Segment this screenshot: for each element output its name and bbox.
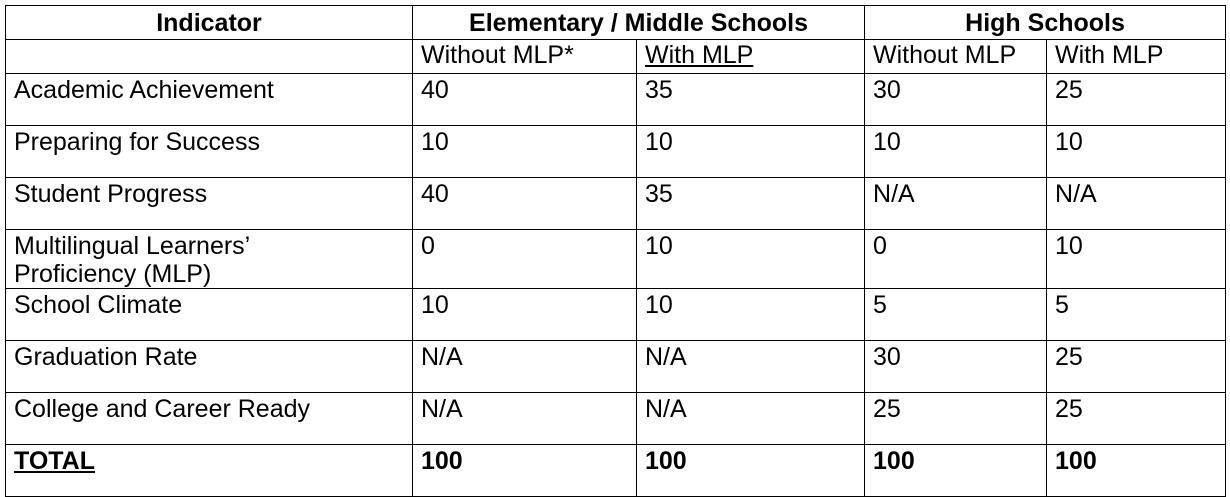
cell-em-with: N/A	[637, 393, 865, 445]
row-indicator: School Climate	[6, 289, 413, 341]
cell-hs-without: 30	[865, 341, 1047, 393]
cell-hs-with: 25	[1047, 341, 1226, 393]
total-em-with: 100	[637, 445, 865, 497]
total-label: TOTAL	[14, 447, 96, 475]
cell-hs-without: 5	[865, 289, 1047, 341]
row-indicator: Student Progress	[6, 178, 413, 230]
row-indicator: College and Career Ready	[6, 393, 413, 445]
header-elementary-middle-schools: Elementary / Middle Schools	[413, 6, 865, 40]
subheader-hs-with-mlp: With MLP	[1047, 40, 1226, 74]
total-label-cell	[6, 445, 413, 497]
cell-hs-without: 10	[865, 126, 1047, 178]
row-indicator: Academic Achievement	[6, 74, 413, 126]
cell-em-without: N/A	[413, 341, 637, 393]
header-indicator: Indicator	[6, 6, 413, 40]
cell-hs-with: N/A	[1047, 178, 1226, 230]
subheader-em-with-mlp-label: With MLP	[645, 41, 754, 69]
cell-em-with: 35	[637, 178, 865, 230]
table-header-row	[6, 6, 1226, 40]
total-hs-with: 100	[1047, 445, 1226, 497]
table-row-multilingual-learners	[6, 230, 1226, 289]
cell-hs-without: N/A	[865, 178, 1047, 230]
subheader-em-without-mlp: Without MLP*	[413, 40, 637, 74]
cell-hs-without: 25	[865, 393, 1047, 445]
indicator-weights-table	[5, 5, 1226, 497]
cell-hs-with: 25	[1047, 393, 1226, 445]
cell-hs-without: 0	[865, 230, 1047, 289]
row-indicator: Preparing for Success	[6, 126, 413, 178]
cell-hs-with: 10	[1047, 230, 1226, 289]
cell-em-with: N/A	[637, 341, 865, 393]
cell-em-with: 35	[637, 74, 865, 126]
table-row-academic-achievement	[6, 74, 1226, 126]
row-indicator-line1: Multilingual Learners’	[14, 232, 251, 260]
row-indicator: Graduation Rate	[6, 341, 413, 393]
subheader-em-with-mlp	[637, 40, 865, 74]
total-em-without: 100	[413, 445, 637, 497]
row-indicator	[6, 230, 413, 289]
weights-table-container	[5, 5, 1226, 497]
cell-hs-with: 25	[1047, 74, 1226, 126]
table-row-college-career-ready	[6, 393, 1226, 445]
cell-em-without: 10	[413, 126, 637, 178]
row-indicator-line2: Proficiency (MLP)	[14, 260, 212, 288]
cell-hs-without: 30	[865, 74, 1047, 126]
table-row-graduation-rate	[6, 341, 1226, 393]
cell-em-without: 40	[413, 178, 637, 230]
table-subheader-row	[6, 40, 1226, 74]
cell-em-without: 10	[413, 289, 637, 341]
cell-em-with: 10	[637, 230, 865, 289]
total-hs-without: 100	[865, 445, 1047, 497]
subheader-empty	[6, 40, 413, 74]
table-row-school-climate	[6, 289, 1226, 341]
header-high-schools: High Schools	[865, 6, 1226, 40]
cell-hs-with: 5	[1047, 289, 1226, 341]
subheader-hs-without-mlp: Without MLP	[865, 40, 1047, 74]
cell-em-with: 10	[637, 126, 865, 178]
table-row-total	[6, 445, 1226, 497]
cell-em-without: 0	[413, 230, 637, 289]
cell-em-with: 10	[637, 289, 865, 341]
cell-hs-with: 10	[1047, 126, 1226, 178]
cell-em-without: N/A	[413, 393, 637, 445]
table-row-preparing-for-success	[6, 126, 1226, 178]
table-row-student-progress	[6, 178, 1226, 230]
cell-em-without: 40	[413, 74, 637, 126]
